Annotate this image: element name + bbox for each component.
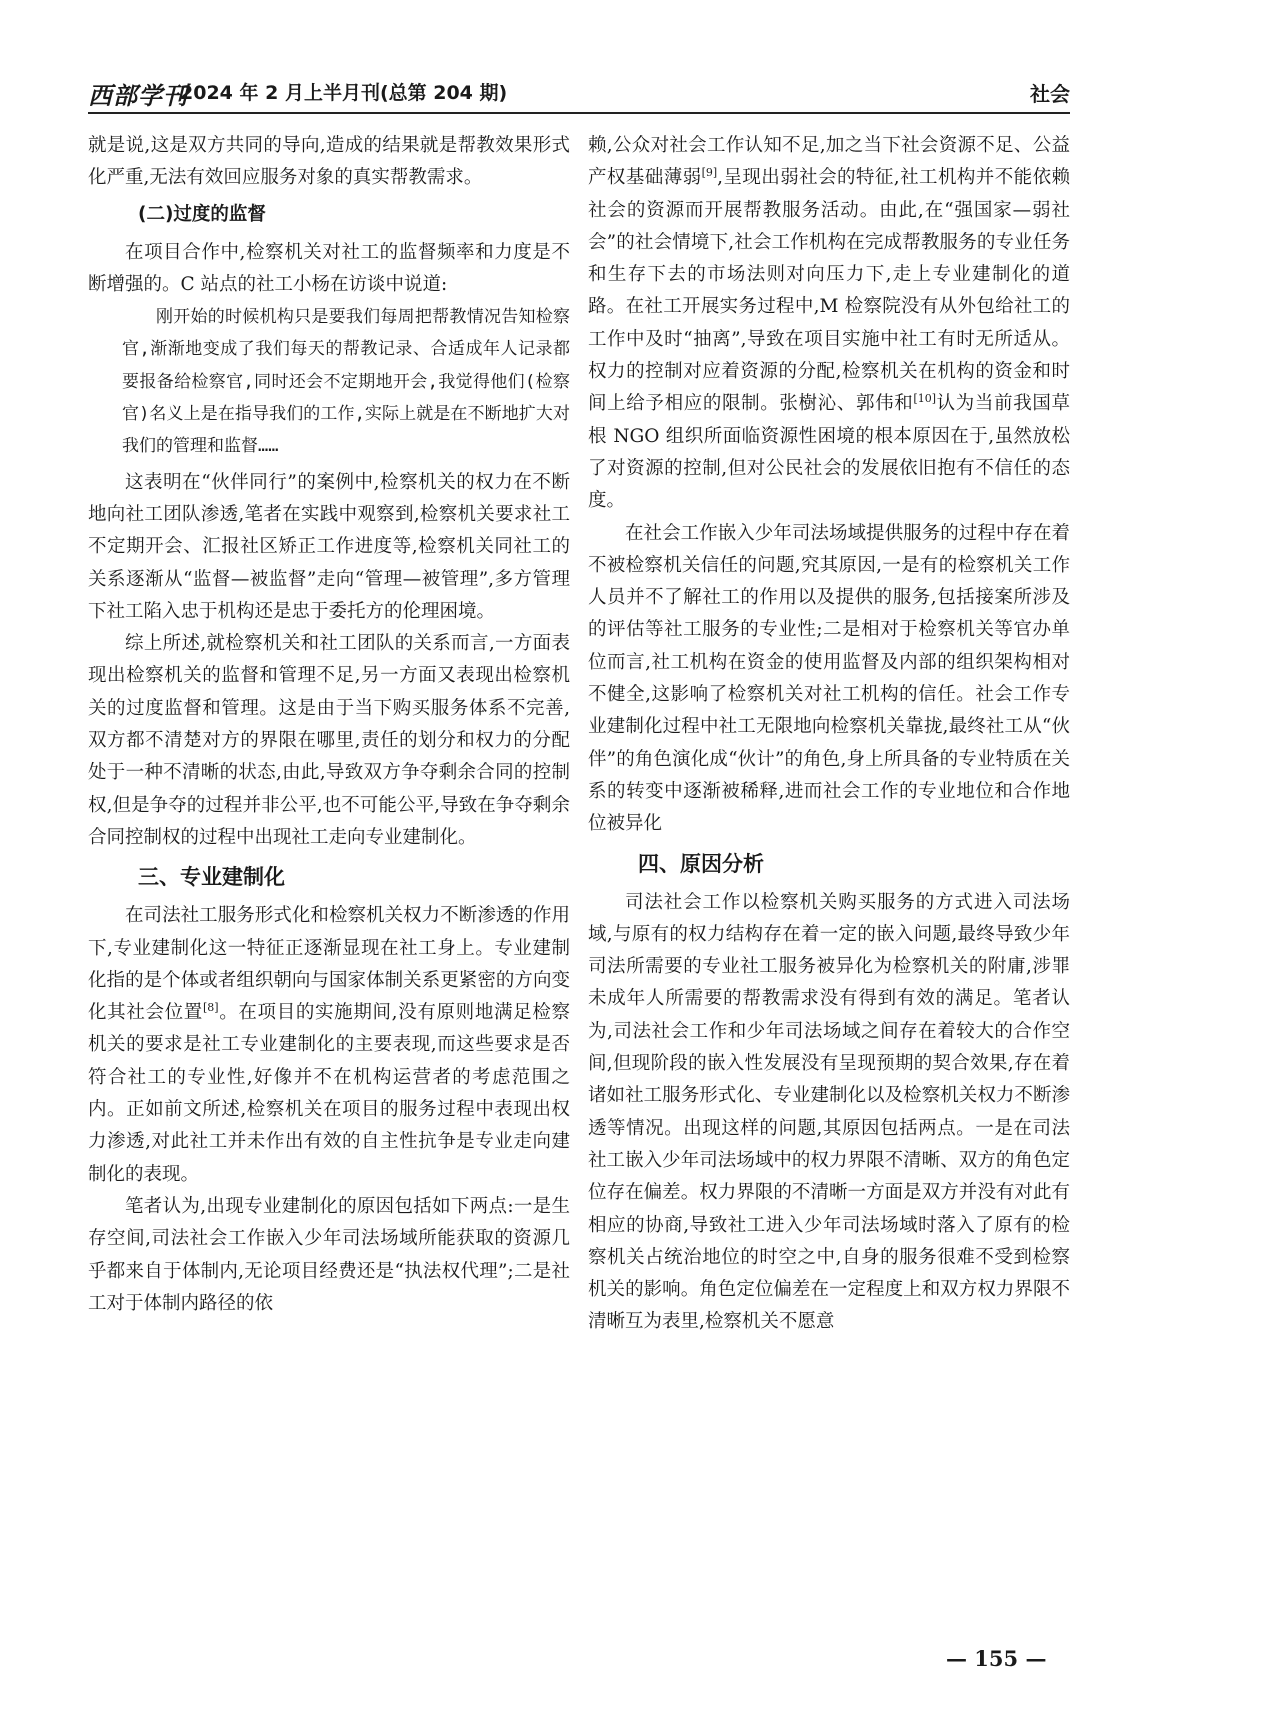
citation-ref: [9] <box>701 166 718 180</box>
page-number: — 155 — <box>946 1646 1047 1671</box>
paragraph-text: ,呈现出弱社会的特征,社工机构并不能依赖社会的资源而开展帮教服务活动。由此,在“强国家—弱社会”的社会情境下,社会工作机构在完成帮教服务的专业任务和生存下去的市场法则对向压力下,走上专业建制化的道路。在社工开展实务过程中,M 检察院没有从外包给社工的工作中及时“抽离”,导致在项目实施中社工有时无所适从。权力的控制对应着资源的分配,检察机关在机构的资金和时间上给予相应的限制。张樹沁、郭伟和 <box>588 167 1070 415</box>
paragraph: 就是说,这是双方共同的导向,造成的结果就是帮教效果形式化严重,无法有效回应服务对象的真实帮教需求。 <box>88 135 570 189</box>
journal-logo: 西部学刊 <box>88 81 188 110</box>
paragraph <box>88 900 570 1191</box>
left-column <box>88 130 570 1320</box>
section-heading: 四、原因分析 <box>638 851 764 876</box>
paragraph: 这表明在“伙伴同行”的案例中,检察机关的权力在不断地向社工团队渗透,笔者在实践中观察到,检察机关要求社工不定期开会、汇报社区矫正工作进度等,检察机关同社工的关系逐渐从“监督—被监督”走向“管理—被管理”,多方管理下社工陷入忠于机构还是忠于委托方的伦理困境。 <box>88 471 570 622</box>
paragraph-text: 在司法社工服务形式化和检察机关权力不断渗透的作用下,专业建制化这一特征正逐渐显现在社工身上。专业建制化指的是个体或者组织朝向与国家体制关系更紧密的方向变化其社会位置 <box>88 905 570 1024</box>
section-heading: 三、专业建制化 <box>138 865 285 890</box>
citation-ref: [8] <box>202 1000 219 1014</box>
paragraph: 在社会工作嵌入少年司法场域提供服务的过程中存在着不被检察机关信任的问题,究其原因,一是有的检察机关工作人员并不了解社工的作用以及提供的服务,包括接案所涉及的评估等社工服务的专业性;二是相对于检察机关等官办单位而言,社工机构在资金的使用监督及内部的组织架构相对不健全,这影响了检察机关对社工机构的信任。社会工作专业建制化过程中社工无限地向检察机关靠拢,最终社工从“伙伴”的角色演化成“伙计”的角色,身上所具备的专业特质在关系的转变中逐渐被稀释,进而社会工作的专业地位和合作地位被异化 <box>588 522 1070 835</box>
paragraph-text: 认为当前我国草根 NGO 组织所面临资源性困境的根本原因在于,虽然放松了对资源的控制,但对公民社会的发展依旧抱有不信任的态度。 <box>588 393 1070 512</box>
issue-info: 2024 年 2 月上半月刊(总第 204 期) <box>180 82 508 104</box>
section-name: 社会 <box>1030 82 1070 106</box>
right-column <box>588 130 1070 1339</box>
quote-text: 刚开始的时候机构只是要我们每周把帮教情况告知检察官,渐渐地变成了我们每天的帮教记录、合适成年人记录都要报备给检察官,同时还会不定期地开会,我觉得他们(检察官)名义上是在指导我们的工作,实际上就是在不断地扩大对我们的管理和监督…… <box>122 307 570 457</box>
paragraph: 在项目合作中,检察机关对社工的监督频率和力度是不断增强的。C 站点的社工小杨在访谈中说道: <box>88 241 570 295</box>
paragraph: 综上所述,就检察机关和社工团队的关系而言,一方面表现出检察机关的监督和管理不足,另一方面又表现出检察机关的过度监督和管理。这是由于当下购买服务体系不完善,双方都不清楚对方的界限在哪里,责任的划分和权力的分配处于一种不清晰的状态,由此,导致双方争夺剩余合同的控制权,但是争夺的过程并非公平,也不可能公平,导致在争夺剩余合同控制权的过程中出现社工走向专业建制化。 <box>88 633 570 848</box>
interview-quote <box>88 301 570 462</box>
subsection-heading: (二)过度的监督 <box>138 203 266 225</box>
paragraph <box>588 130 1070 518</box>
paragraph: 笔者认为,出现专业建制化的原因包括如下两点:一是生存空间,司法社会工作嵌入少年司法场域所能获取的资源几乎都来自于体制内,无论项目经费还是“执法权代理”;二是社工对于体制内路径的依 <box>88 1195 570 1314</box>
citation-ref: [10] <box>913 392 936 406</box>
page-header <box>88 72 1070 114</box>
paragraph-text: 赖,公众对社会工作认知不足,加之当下社会资源不足、公益产权基础薄弱 <box>588 135 1070 189</box>
paragraph-text: 。在项目的实施期间,没有原则地满足检察机关的要求是社工专业建制化的主要表现,而这些要求是否符合社工的专业性,好像并不在机构运营者的考虑范围之内。正如前文所述,检察机关在项目的服务过程中表现出权力渗透,对此社工并未作出有效的自主性抗争是专业走向建制化的表现。 <box>88 1002 570 1185</box>
paragraph: 司法社会工作以检察机关购买服务的方式进入司法场域,与原有的权力结构存在着一定的嵌入问题,最终导致少年司法所需要的专业社工服务被异化为检察机关的附庸,涉罪未成年人所需要的帮教需求没有得到有效的满足。笔者认为,司法社会工作和少年司法场域之间存在着较大的合作空间,但现阶段的嵌入性发展没有呈现预期的契合效果,存在着诸如社工服务形式化、专业建制化以及检察机关权力不断渗透等情况。出现这样的问题,其原因包括两点。一是在司法社工嵌入少年司法场域中的权力界限不清晰、双方的角色定位存在偏差。权力界限的不清晰一方面是双方并没有对此有相应的协商,导致社工进入少年司法场域时落入了原有的检察机关占统治地位的时空之中,自身的服务很难不受到检察机关的影响。角色定位偏差在一定程度上和双方权力界限不清晰互为表里,检察机关不愿意 <box>588 891 1070 1333</box>
